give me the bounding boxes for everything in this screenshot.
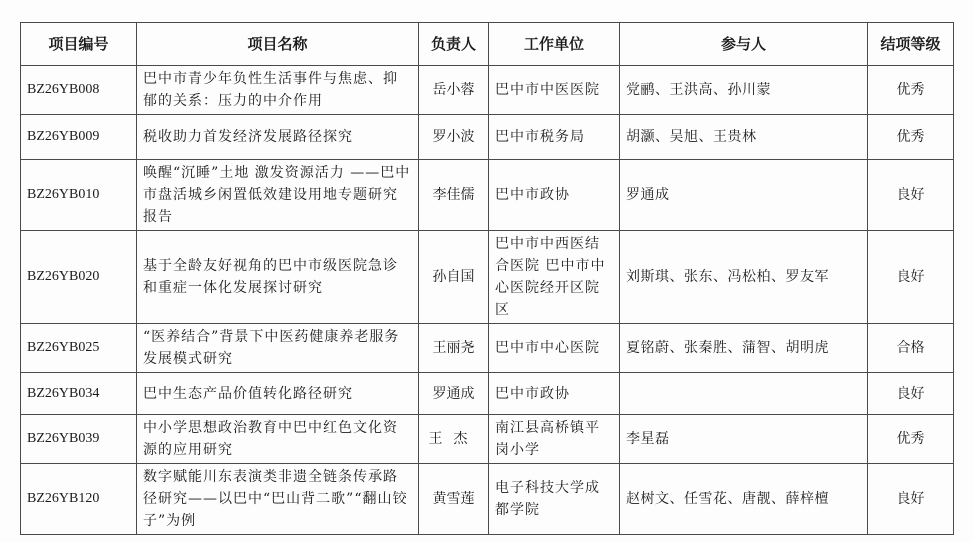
cell-completion-grade: 合格 <box>868 324 954 373</box>
cell-work-unit: 巴中市税务局 <box>489 115 620 160</box>
cell-leader: 罗通成 <box>419 373 489 415</box>
cell-completion-grade: 优秀 <box>868 415 954 464</box>
cell-completion-grade: 良好 <box>868 160 954 231</box>
cell-project-code: BZ26YB020 <box>21 231 137 324</box>
cell-project-name: 唤醒“沉睡”土地 激发资源活力 ——巴中市盘活城乡闲置低效建设用地专题研究报告 <box>137 160 419 231</box>
cell-project-name: 巴中生态产品价值转化路径研究 <box>137 373 419 415</box>
header-completion-grade: 结项等级 <box>868 23 954 66</box>
cell-completion-grade: 优秀 <box>868 115 954 160</box>
cell-project-name: “医养结合”背景下中医药健康养老服务发展模式研究 <box>137 324 419 373</box>
cell-leader: 岳小蓉 <box>419 66 489 115</box>
table-row <box>21 115 954 160</box>
header-participants: 参与人 <box>620 23 868 66</box>
table-row <box>21 464 954 535</box>
cell-project-name: 中小学思想政治教育中巴中红色文化资源的应用研究 <box>137 415 419 464</box>
cell-project-code: BZ26YB009 <box>21 115 137 160</box>
cell-leader: 王丽尧 <box>419 324 489 373</box>
header-project-name: 项目名称 <box>137 23 419 66</box>
cell-participants <box>620 373 868 415</box>
cell-work-unit: 巴中市中医医院 <box>489 66 620 115</box>
cell-leader: 黄雪莲 <box>419 464 489 535</box>
table-header-row <box>21 23 954 66</box>
cell-leader: 孙自国 <box>419 231 489 324</box>
header-project-code: 项目编号 <box>21 23 137 66</box>
header-work-unit: 工作单位 <box>489 23 620 66</box>
cell-project-name: 数字赋能川东表演类非遗全链条传承路径研究——以巴中“巴山背二歌”“翻山铰子”为例 <box>137 464 419 535</box>
cell-leader: 王杰 <box>419 415 489 464</box>
cell-project-name: 巴中市青少年负性生活事件与焦虑、抑郁的关系：压力的中介作用 <box>137 66 419 115</box>
cell-work-unit: 巴中市政协 <box>489 160 620 231</box>
cell-project-code: BZ26YB008 <box>21 66 137 115</box>
cell-project-code: BZ26YB034 <box>21 373 137 415</box>
cell-work-unit: 巴中市中西医结合医院 巴中市中心医院经开区院区 <box>489 231 620 324</box>
table-row <box>21 324 954 373</box>
table-row <box>21 415 954 464</box>
project-completion-table <box>20 22 954 535</box>
cell-leader: 罗小波 <box>419 115 489 160</box>
cell-leader: 李佳儒 <box>419 160 489 231</box>
cell-project-code: BZ26YB010 <box>21 160 137 231</box>
cell-work-unit: 巴中市中心医院 <box>489 324 620 373</box>
cell-project-code: BZ26YB025 <box>21 324 137 373</box>
cell-completion-grade: 良好 <box>868 231 954 324</box>
table-row <box>21 231 954 324</box>
cell-project-name: 基于全龄友好视角的巴中市级医院急诊和重症一体化发展探讨研究 <box>137 231 419 324</box>
cell-participants: 罗通成 <box>620 160 868 231</box>
header-leader: 负责人 <box>419 23 489 66</box>
cell-participants: 党鹂、王洪高、孙川蒙 <box>620 66 868 115</box>
cell-project-code: BZ26YB039 <box>21 415 137 464</box>
table-row <box>21 66 954 115</box>
cell-participants: 刘斯琪、张东、冯松柏、罗友军 <box>620 231 868 324</box>
cell-completion-grade: 良好 <box>868 373 954 415</box>
cell-work-unit: 巴中市政协 <box>489 373 620 415</box>
cell-work-unit: 电子科技大学成都学院 <box>489 464 620 535</box>
cell-completion-grade: 优秀 <box>868 66 954 115</box>
cell-participants: 胡灏、吴旭、王贵林 <box>620 115 868 160</box>
table-row <box>21 160 954 231</box>
cell-completion-grade: 良好 <box>868 464 954 535</box>
cell-participants: 赵树文、任雪花、唐靓、薛梓檀 <box>620 464 868 535</box>
cell-project-name: 税收助力首发经济发展路径探究 <box>137 115 419 160</box>
cell-participants: 夏铭蔚、张秦胜、蒲智、胡明虎 <box>620 324 868 373</box>
cell-work-unit: 南江县高桥镇平岗小学 <box>489 415 620 464</box>
cell-project-code: BZ26YB120 <box>21 464 137 535</box>
table-row <box>21 373 954 415</box>
cell-participants: 李星磊 <box>620 415 868 464</box>
